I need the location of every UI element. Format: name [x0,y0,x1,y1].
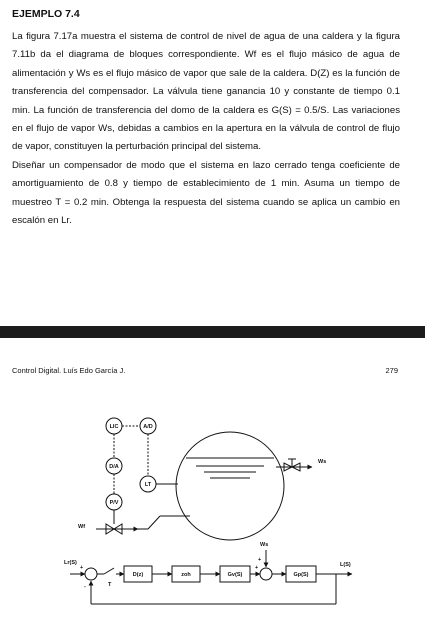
zoh-label: zoh [181,572,191,578]
ls-label: L(S) [340,562,351,568]
da-label: D/A [109,464,119,470]
summing-junction-1 [85,568,97,580]
summing-junction-2 [260,568,272,580]
dz-label: D(z) [132,572,144,578]
plus-sign-1: + [80,565,84,571]
paragraph-2: Diseñar un compensador de modo que el sistema en lazo cerrado tenga coeficiente de amortiguamiento de 0.8 y tiempo de establecimiento de 1 min. Asuma un tiempo de muestreo T = 0.2 min. Obtenga la respuesta del sistema cuando se aplica un cambio en escalón en Lr. [12,159,400,227]
sampling-period-label: T [108,582,112,588]
minus-sign-1: - [84,584,86,590]
lic-label: LIC [109,424,119,430]
paragraph-1: La figura 7.17a muestra el sistema de control de nivel de agua de una caldera y la figura 7.11b da el diagrama de bloques correspondiente. Wf es el flujo másico de agua de alimentación y Ws es el flujo másico de vapor que sale de la caldera. D(Z) es la función de transferencia del compensador. La válvula tiene ganancia 10 y constante de tiempo 0.1 min. La función de transferencia del domo de la caldera es G(S) = 0.5/S. Las variaciones en el flujo de vapor Ws, debidas a cambios en la apertura en la válvula de control de flujo de vapor, constituyen la perturbación principal del sistema. [12,31,400,153]
ad-label: A/D [143,424,153,430]
lt-label: LT [144,482,152,488]
boiler-drum [176,432,284,540]
ws-top-label: Ws [318,459,327,465]
block-diagram [70,550,352,604]
plus-sign-3: + [258,557,262,563]
gp-label: Gp(S) [293,572,309,578]
plus-sign-2: + [255,565,259,571]
example-text [12,28,400,230]
page-divider [0,326,425,338]
pv-label: P/V [109,500,119,506]
pid-diagram [96,418,312,540]
gv-label: Gv(S) [227,572,243,578]
wf-label: Wf [78,524,86,530]
page-number: 279 [385,366,398,375]
page-header-author: Control Digital. Luís Edo García J. [12,366,126,375]
example-heading: EJEMPLO 7.4 [12,8,80,20]
page-2 [0,338,425,623]
ws-block-label: Ws [260,542,269,548]
boiler-control-diagram [0,338,425,623]
lr-label: Lr(S) [64,560,77,566]
